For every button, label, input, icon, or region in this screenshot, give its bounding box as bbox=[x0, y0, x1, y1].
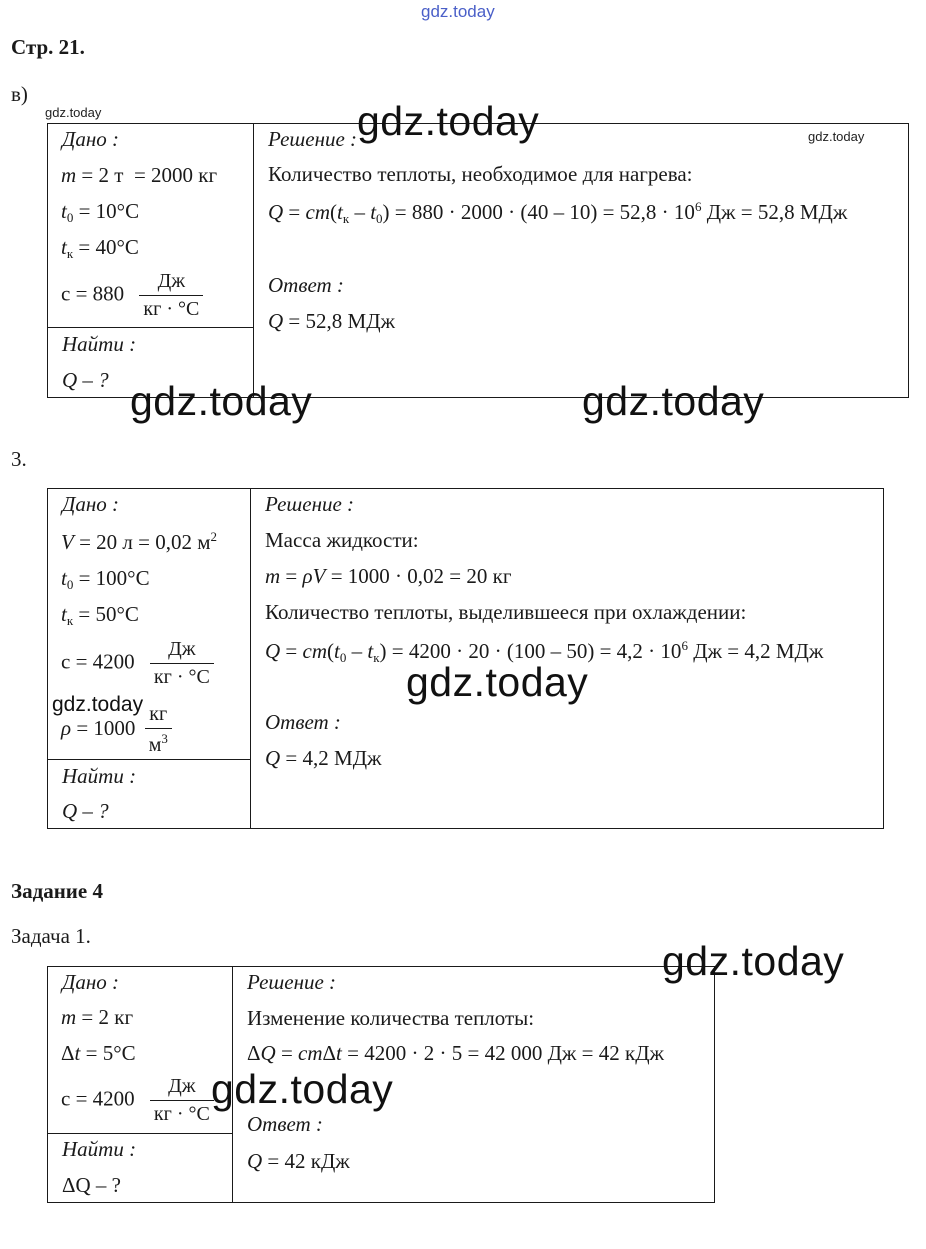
task-subheading: Задача 1. bbox=[11, 924, 91, 948]
solution-formula: $Q = cm(t_0 - t_к) = 4200 \cdot 20 \cdot (100 - 50) = 4,2 \cdot 10^6$ Дж = 4,2 МДж bbox=[265, 638, 824, 665]
given-volume: V = 20 л = 0,02 $м^2$ bbox=[61, 529, 218, 554]
table-divider bbox=[250, 488, 251, 829]
answer-title: Ответ : bbox=[268, 273, 344, 297]
given-mass: m = 2 т = 2000 кг bbox=[61, 163, 218, 187]
solution-text: Количество теплоты, выделившееся при охлаждении: bbox=[265, 600, 747, 624]
solution-formula: m = ρV = 1000 · 0,02 = 20 кг bbox=[265, 564, 512, 588]
unit-fraction: $\frac{Дж}{кг \cdot ^\circ C}$ bbox=[150, 1075, 214, 1126]
given-t0: $t_0 = 100^\circ C$ bbox=[61, 566, 150, 592]
given-mass: m = 2 кг bbox=[61, 1005, 134, 1029]
watermark-large: gdz.today bbox=[406, 659, 589, 705]
given-tk: $t_к = 50^\circ C$ bbox=[61, 602, 139, 628]
given-title: Дано : bbox=[62, 492, 120, 516]
watermark-large: gdz.today bbox=[662, 938, 845, 984]
table-divider bbox=[47, 1133, 233, 1134]
answer-value: Q = 4,2 МДж bbox=[265, 746, 382, 770]
watermark-small: gdz.today bbox=[808, 129, 865, 144]
find-value: Q – ? bbox=[62, 799, 109, 823]
find-title: Найти : bbox=[62, 332, 137, 356]
watermark-large: gdz.today bbox=[130, 378, 313, 424]
given-title: Дано : bbox=[62, 970, 120, 994]
table-divider bbox=[47, 759, 251, 760]
given-tk: $t_к = 40^\circ C$ bbox=[61, 235, 139, 261]
watermark-small: gdz.today bbox=[45, 105, 102, 120]
answer-value: Q = 52,8 МДж bbox=[268, 309, 396, 333]
given-specific-heat: c = 4200 $\frac{Дж}{кг \cdot ^\circ C}$ bbox=[61, 1075, 214, 1126]
given-specific-heat: c = 4200 $\frac{Дж}{кг \cdot ^\circ C}$ bbox=[61, 638, 214, 689]
watermark-top: gdz.today bbox=[421, 2, 495, 21]
solution-text: Изменение количества теплоты: bbox=[247, 1006, 535, 1030]
solution-formula: ΔQ = cmΔt = 4200 · 2 · 5 = 42 000 Дж = 42 кДж bbox=[247, 1041, 665, 1065]
page-label: Стр. 21. bbox=[11, 35, 85, 59]
task-heading: Задание 4 bbox=[11, 879, 103, 903]
find-value: Q – ? bbox=[62, 368, 109, 392]
solution-title: Решение : bbox=[265, 492, 355, 516]
section-3-marker: 3. bbox=[11, 447, 27, 471]
given-title: Дано : bbox=[62, 127, 120, 151]
solution-title: Решение : bbox=[268, 127, 358, 151]
given-density: ρ = 1000 $\frac{кг}{м^3}$ bbox=[61, 703, 172, 757]
watermark-large: gdz.today bbox=[211, 1066, 394, 1112]
answer-title: Ответ : bbox=[265, 710, 341, 734]
answer-value: Q = 42 кДж bbox=[247, 1149, 350, 1173]
unit-fraction: $\frac{Дж}{кг \cdot ^\circ C}$ bbox=[150, 638, 214, 689]
solution-formula: $Q = cm(t_к - t_0) = 880 \cdot 2000 \cdot (40 - 10) = 52,8 \cdot 10^6$ Дж = 52,8 МДж bbox=[268, 199, 848, 226]
answer-title: Ответ : bbox=[247, 1112, 323, 1136]
watermark-large: gdz.today bbox=[582, 378, 765, 424]
solution-text: Количество теплоты, необходимое для нагрева: bbox=[268, 162, 693, 186]
section-v-marker: в) bbox=[11, 82, 28, 106]
given-t0: $t_0 = 10^\circ C$ bbox=[61, 199, 140, 225]
watermark-mid: gdz.today bbox=[52, 693, 144, 716]
watermark-large: gdz.today bbox=[357, 98, 540, 144]
solution-title: Решение : bbox=[247, 970, 337, 994]
unit-fraction: $\frac{кг}{м^3}$ bbox=[145, 703, 172, 757]
unit-fraction: $\frac{Дж}{кг \cdot ^\circ C}$ bbox=[139, 270, 203, 321]
table-divider bbox=[47, 327, 254, 328]
given-specific-heat: c = 880 $\frac{Дж}{кг \cdot ^\circ C}$ bbox=[61, 270, 203, 321]
table-divider bbox=[253, 123, 254, 398]
find-title: Найти : bbox=[62, 1137, 137, 1161]
given-dt: Δt = 5°C bbox=[61, 1041, 136, 1065]
solution-text: Масса жидкости: bbox=[265, 528, 419, 552]
find-title: Найти : bbox=[62, 764, 137, 788]
find-value: ΔQ – ? bbox=[62, 1173, 121, 1197]
